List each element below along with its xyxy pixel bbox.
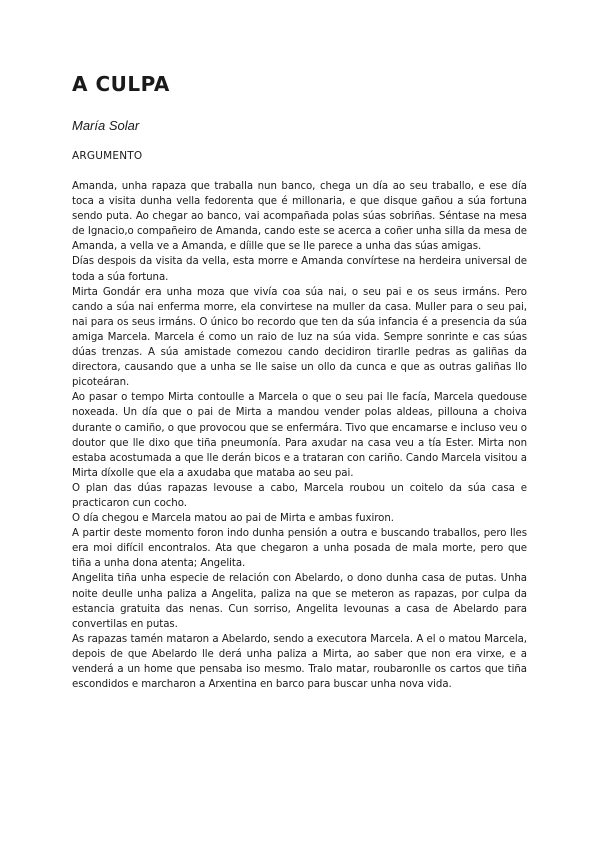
paragraph: O plan das dúas rapazas levouse a cabo, Marcela roubou un coitelo da súa casa e practicaron cun cocho. (72, 482, 527, 509)
paragraph: Angelita tiña unha especie de relación con Abelardo, o dono dunha casa de putas. Unha noite deulle unha paliza a Angelita, paliza na que se meteron as rapazas, por culpa da estancia gratuita das nenas. Cun sorriso, Angelita levounas a casa de Abelardo para convertilas en putas. (72, 573, 527, 630)
paragraph: Mirta Gondár era unha moza que vivía coa súa nai, o seu pai e os seus irmáns. Pero cando a súa nai enferma morre, ela convirtese na muller da casa. Muller para o seu pai, nai para os seus irmáns. O único bo recordo que ten da súa infancia é a presencia da súa amiga Marcela. Marcela é como un raio de luz na súa vida. Sempre sonrinte e cas súas dúas trenzas. A súa amistade comezou cando decidiron tirarlle pedras as galiñas da directora, causando que a unha se lle saise un ollo da cunca e que as outras galiñas llo picoteáran. (72, 286, 527, 389)
paragraph: As rapazas tamén mataron a Abelardo, sendo a executora Marcela. A el o matou Marcela, depois de que Abelardo lle derá unha paliza a Mirta, ao saber que non era virxe, e a venderá a un home que pensaba iso mesmo. Tralo matar, roubaronlle os cartos que tiña escondidos e marcharon a Arxentina en barco para buscar unha nova vida. (72, 633, 527, 691)
author-name: María Solar (72, 118, 140, 133)
paragraph: Amanda, unha rapaza que traballa nun banco, chega un día ao seu traballo, e ese día toca a visita dunha vella fedorenta que é millonaria, e que disque gañou a súa fortuna sendo puta. Ao chegar ao banco, vai acompañada polas súas sobriñas. Séntase na mesa de Ignacio,o compañeiro de Amanda, cando este se acerca a coñer unha silla da mesa de Amanda, a vella ve a Amanda, e díille que se lle parece a unha das súas amigas. (72, 181, 527, 253)
body-text (72, 179, 527, 692)
paragraph: Días despois da visita da vella, esta morre e Amanda convírtese na herdeira universal de toda a súa fortuna. (72, 256, 527, 283)
paragraph: Ao pasar o tempo Mirta contoulle a Marcela o que o seu pai lle facía, Marcela quedouse noxeada. Un día que o pai de Mirta a mandou vender polas aldeas, pillouna a choiva durante o camiño, o que provocou que se enfermára. Tivo que encamarse e incluso veu o doutor que lle dixo que tiña pneumonía. Para axudar na casa veu a tía Ester. Mirta non estaba acostumada a que lle derán bicos e a trataran con cariño. Cando Marcela visitou a Mirta díxolle que ela a axudaba que mataba ao seu pai. (72, 392, 527, 479)
paragraph: A partir deste momento foron indo dunha pensión a outra e buscando traballos, pero lles era moi difícil encontralos. Ata que chegaron a unha posada de mala morte, pero que tiña a unha dona atenta; Angelita. (72, 528, 527, 570)
paragraph: O día chegou e Marcela matou ao pai de Mirta e ambas fuxiron. (72, 513, 394, 525)
document-title: A CULPA (72, 72, 170, 96)
section-heading: ARGUMENTO (72, 150, 143, 162)
